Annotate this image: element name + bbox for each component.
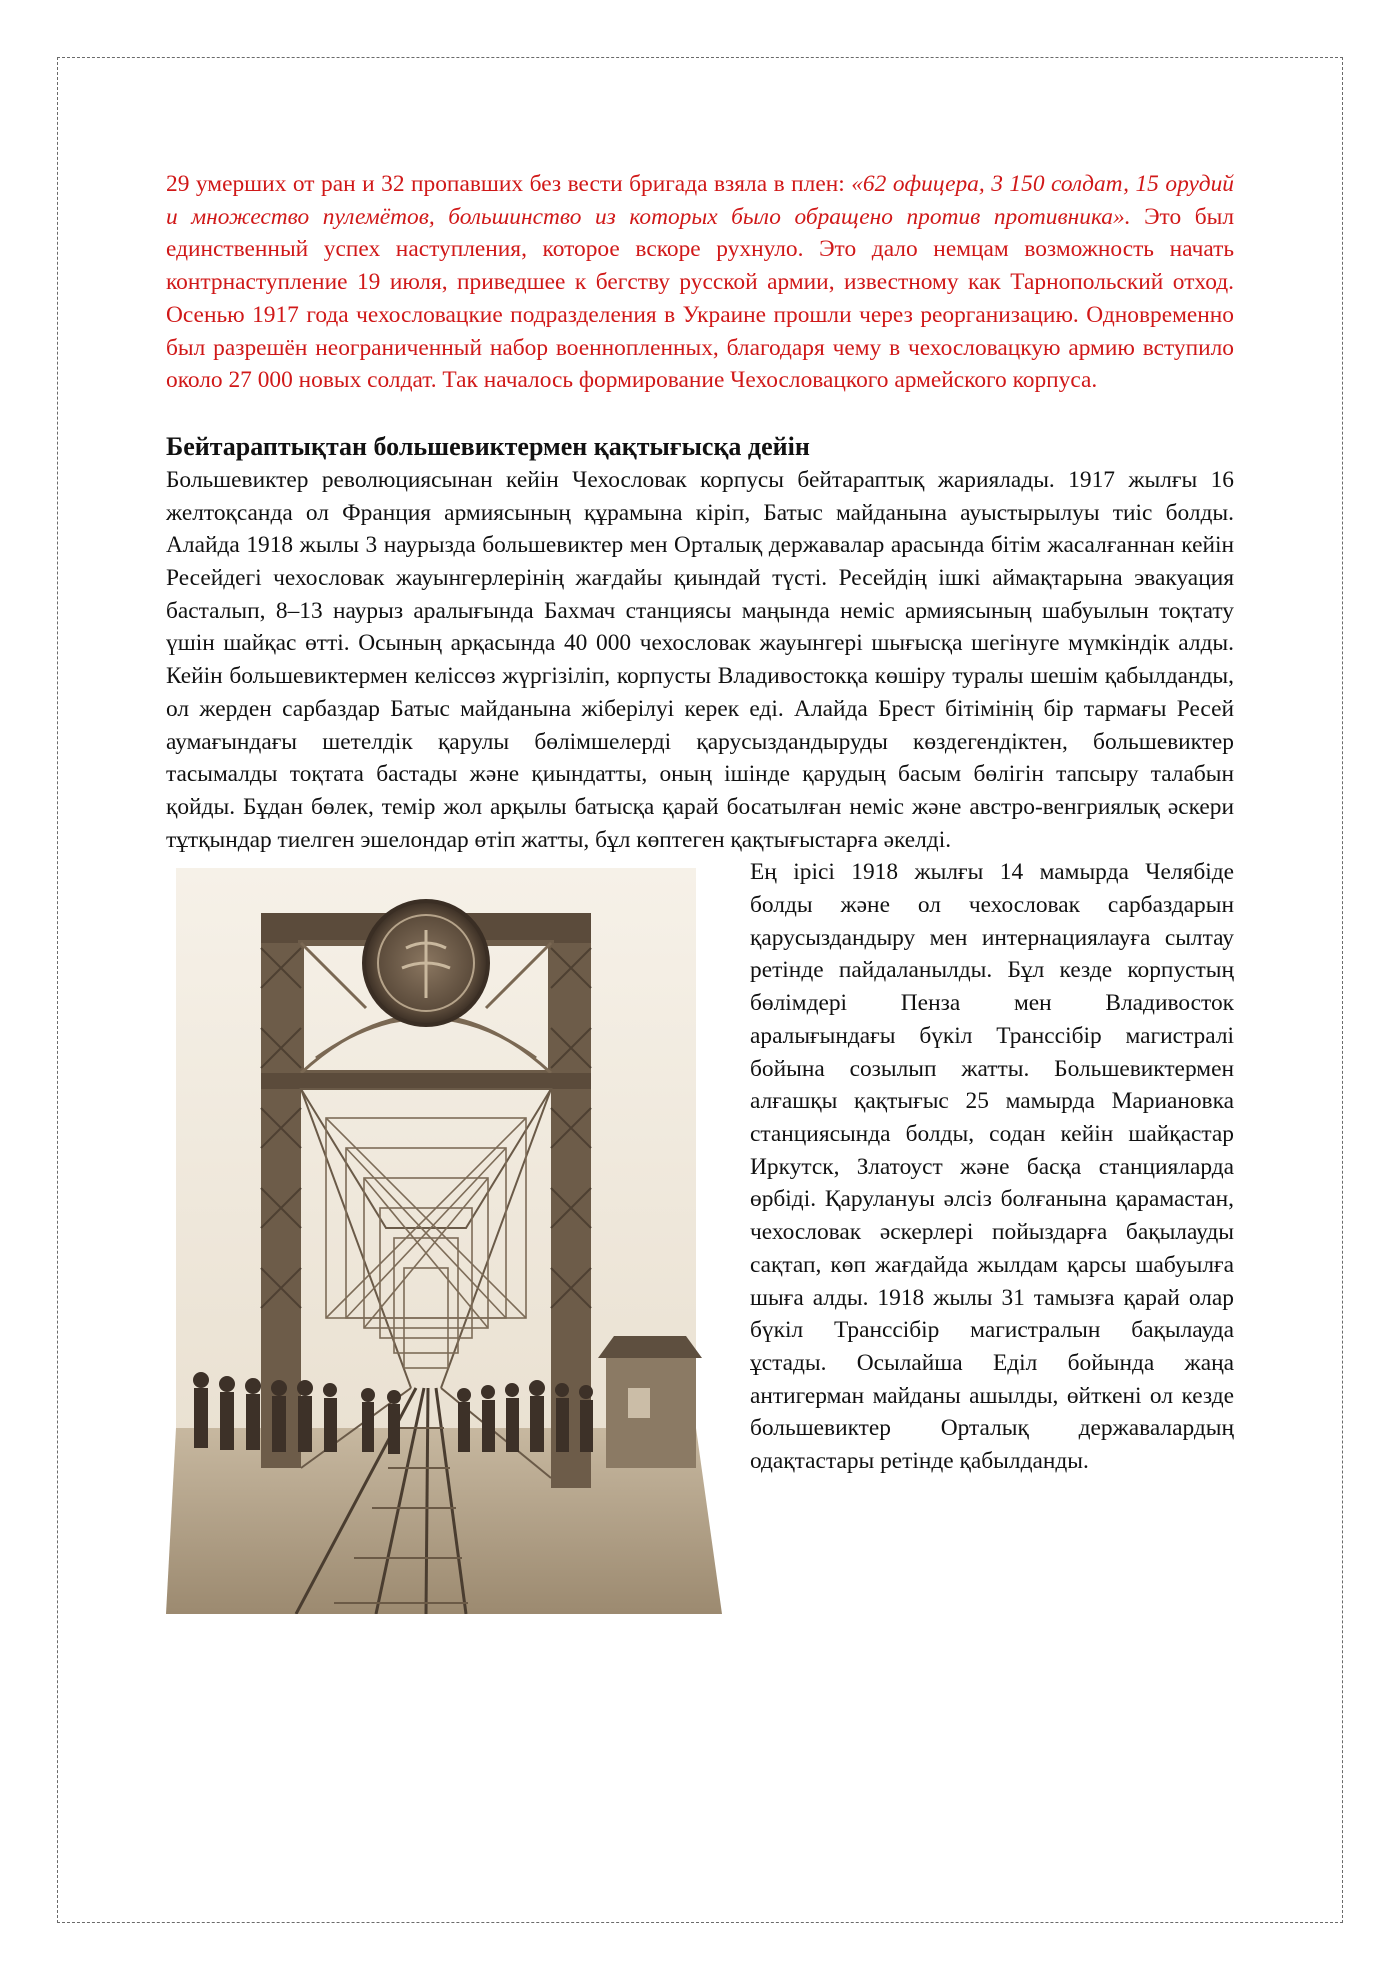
section-paragraph-1: Большевиктер революциясынан кейін Чехословак корпусы бейтараптық жариялады. 1917 жылғы 16 желтоқсанда ол Франция армиясының құрамына кіріп, Батыс майданына ауыстырылуы тиіс болды. Алайда 1918 жылы 3 наурызда большевиктер мен Орталық державалар арасында бітім жасалғаннан кейін Ресейдегі чехословак жауынгерлерінің жағдайы қиындай түсті. Ресейдің ішкі аймақтарына эвакуация басталып, 8–13 наурыз аралығында Бахмач станциясы маңында неміс армиясының шабуылын тоқтату үшін шайқас өтті. Осының арқасында 40 000 чехословак жауынгері шығысқа шегінуге мүмкіндік алды. Кейін большевиктермен келіссөз жүргізіліп, корпусты Владивостокқа көшіру туралы шешім қабылданды, ол жерден сарбаздар Батыс майданына жіберілуі керек еді. Алайда Брест бітімінің бір тармағы Ресей аумағындағы шетелдік қарулы бөлімшелерді қарусыздандыруды көздегендіктен, большевиктер тасымалды тоқтата бастады және қиындатты, оның ішінде қарудың басым бөлігін тапсыру талабын қойды. Бұдан бөлек, темір жол арқылы батысқа қарай босатылған неміс және австро-венгриялық әскери тұтқындар тиелген эшелондар өтіп жатты, бұл көптеген қақтығыстарға әкелді. bbox=[166, 466, 1234, 853]
intro-text-end: Это был единственный успех наступления, которое вскоре рухнуло. Это дало немцам возможность начать контрнаступление 19 июля, приведшее к бегству русской армии, известному как Тарнопольский отход. Осенью 1917 года чехословацкие подразделения в Украине прошли через реорганизацию. Одновременно был разрешён неограниченный набор военнопленных, благодаря чему в чехословацкую армию вступило около 27 000 новых солдат. Так началось формирование Чехословацкого армейского корпуса. bbox=[166, 203, 1234, 394]
intro-paragraph bbox=[166, 168, 1234, 397]
document-body bbox=[166, 168, 1234, 1614]
bridge-photo-graphic bbox=[166, 868, 722, 1614]
railway-bridge-photo bbox=[166, 868, 722, 1614]
section-heading: Бейтараптықтан большевиктермен қақтығысқа дейін bbox=[166, 431, 810, 461]
intro-text-start: 29 умерших от ран и 32 пропавших без вести бригада взяла в плен: bbox=[166, 171, 852, 197]
section-paragraph-2: Ең ірісі 1918 жылғы 14 мамырда Челябіде болды және ол чехословак сарбаздарын қарусыздандыру мен интернациялауға сылтау ретінде пайдаланылды. Бұл кезде корпустың бөлімдері Пенза мен Владивосток аралығындағы бүкіл Транссібір магистралі бойына созылып жатты. Большевиктермен алғашқы қақтығыс 25 мамырда Мариановка станциясында болды, содан кейін шайқастар Иркутск, Златоуст және басқа станцияларда өрбіді. Қарулануы әлсіз болғанына қарамастан, чехословак әскерлері пойыздарға бақылауды сақтап, көп жағдайда жылдам қарсы шабуылға шыға алды. 1918 жылы 31 тамызға қарай олар бүкіл Транссібір магистралын бақылауда ұстады. Осылайша Еділ бойында жаңа антигерман майданы ашылды, өйткені ол кезде большевиктер Орталық державалардың одақтастары ретінде қабылданды. bbox=[750, 859, 1234, 1475]
intro-quote: «62 офицера, 3 150 солдат, 15 орудий и множество пулемётов, большинство из которых было обращено против противника». bbox=[166, 171, 1234, 230]
